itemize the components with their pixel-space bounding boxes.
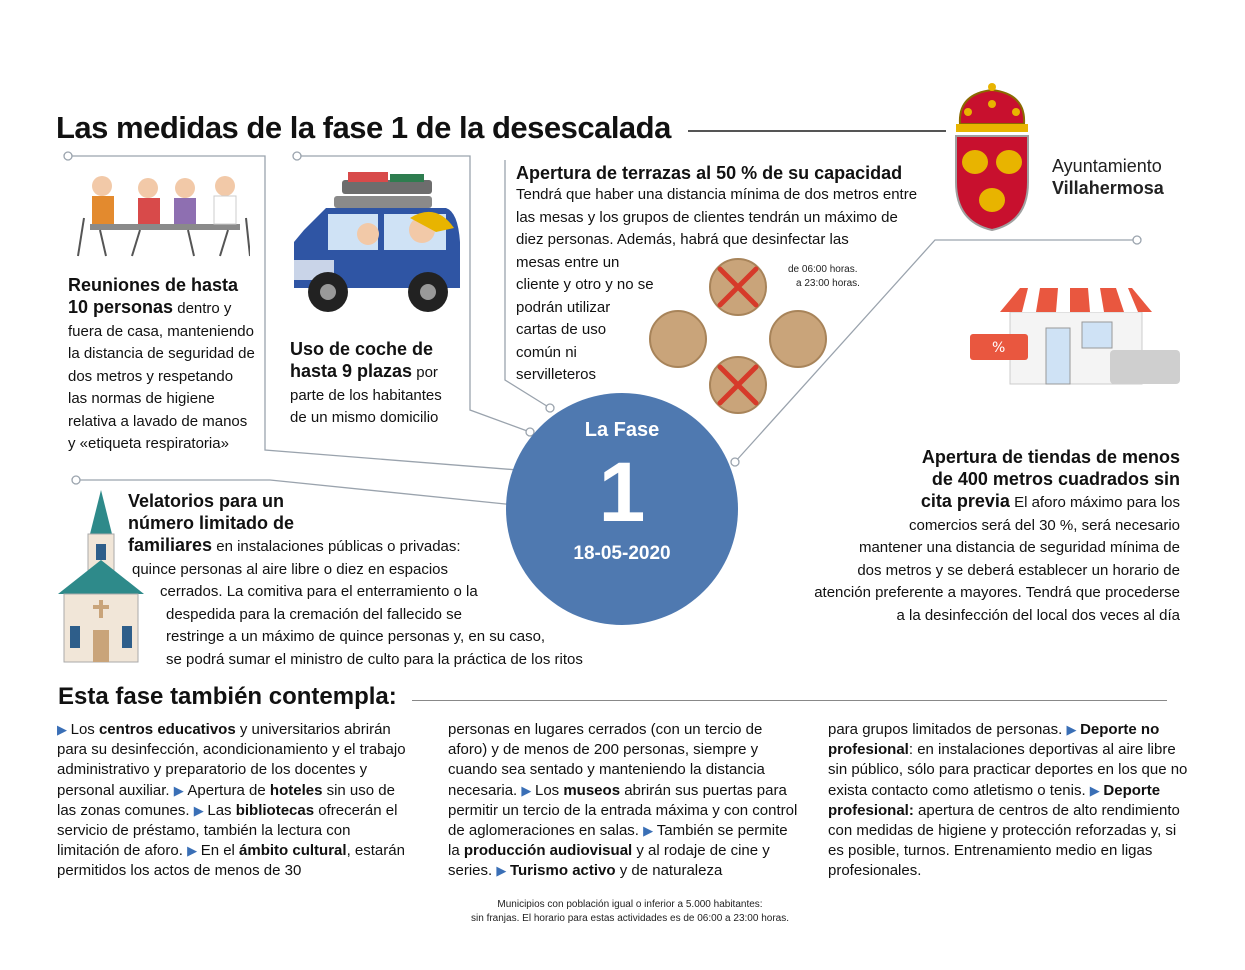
bullet-arrow-icon: ▶ [1066,722,1081,737]
reuniones-line: la distancia de seguridad de [68,345,255,362]
card-coche [290,338,480,430]
contempla-column-3 [828,720,1188,882]
tiendas-head1: Apertura de tiendas de menos [921,447,1180,467]
card-reuniones [68,274,268,456]
bullet-arrow-icon: ▶ [1089,782,1104,798]
contempla-text: También se permite la [448,822,788,860]
terrazas-line: servilleteros [516,366,597,383]
leader-dot [293,152,301,160]
contempla-text: y universitarios abrirán para su desinfección, acondicionamiento y el trabajo administrativo y preparatorio de los docentes y personal auxiliar. [57,721,406,799]
velatorios-head3: familiares [128,535,213,555]
terrazas-line: podrán utilizar [516,298,611,316]
reuniones-line: y «etiqueta respiratoria» [68,435,229,452]
terrazas-line: común ni [516,343,577,361]
contempla-text: Apertura de [187,781,270,799]
velatorios-line: cerrados. La comitiva para el enterramiento o la [160,583,478,600]
contempla-text: Las [207,801,236,819]
bullet-arrow-icon: ▶ [643,823,657,839]
section-title: Esta fase también contempla: [58,683,397,710]
leader-dot [72,476,80,484]
tiendas-line: mantener una distancia de seguridad mínima de [858,539,1180,556]
contempla-text: sin uso de las zonas comunes. [57,781,395,819]
tiendas-line: atención preferente a mayores. Tendrá que procederse [814,584,1180,601]
org-line1: Ayuntamiento [1052,156,1162,176]
contempla-text: ámbito cultural [239,842,347,860]
coche-head2: hasta 9 plazas [290,361,413,381]
contempla-text: y al rodaje de cine y series. [448,842,770,880]
bullet-arrow-icon: ▶ [496,863,510,879]
terrazas-line: las mesas y los grupos de clientes tendrán un máximo de [516,208,898,226]
tiendas-head2: de 400 metros cuadrados sin [931,469,1180,489]
footnote-line1: Municipios con población igual o inferior a 5.000 habitantes: [497,899,763,910]
contempla-text: En el [200,842,240,860]
contempla-text: ofrecerán el servicio de préstamo, también la lectura con limitación de aforo. [57,801,398,860]
title-divider [688,130,946,132]
contempla-text: producción audiovisual [463,842,633,860]
terrazas-line: cartas de uso [516,321,607,338]
reuniones-head: Reuniones de hasta [68,275,239,295]
reuniones-line: fuera de casa, manteniendo [68,322,254,340]
reuniones-line: relativa a lavado de manos [68,412,248,430]
tiendas-line: dos metros y se deberá establecer un horario de [857,561,1180,579]
contempla-text: museos [563,781,621,799]
people-at-table-icon [70,168,250,260]
contempla-text: Los [70,721,99,738]
contempla-text: Los [534,781,564,799]
velatorios-line: restringe a un máximo de quince personas y, en su caso, [166,628,546,645]
org-name [1052,155,1164,199]
card-tiendas [780,446,1180,627]
leader-dot [546,404,554,412]
contempla-text: centros educativos [98,721,236,738]
contempla-text: Deporte profesional: [828,781,1161,819]
terrazas-line: mesas entre un [516,253,620,271]
reuniones-line: las normas de higiene [68,390,215,407]
contempla-text: hoteles [269,781,323,799]
contempla-text: y de naturaleza [615,862,723,880]
reuniones-line: dos metros y respetando [68,367,234,385]
page-title: Las medidas de la fase 1 de la desescalada [56,110,671,145]
velatorios-text1: en instalaciones públicas o privadas: [212,538,461,555]
contempla-text: , estarán permitidos los actos de menos de 30 [57,842,405,880]
contempla-text: para grupos limitados de personas. [828,721,1067,738]
footnote [420,898,840,926]
tiendas-head3: cita previa [920,491,1010,511]
reuniones-head2: 10 personas [68,297,174,317]
phase-label: La Fase [584,419,660,441]
coche-head: Uso de coche de [290,339,434,359]
terrazas-line: cliente y otro y no se [516,276,654,293]
org-line2: Villahermosa [1052,178,1164,198]
section-divider [412,700,1167,701]
coat-of-arms-icon [948,82,1036,232]
contempla-column-1 [57,720,417,882]
terrazas-hours2: a 23:00 horas. [796,278,860,289]
bullet-arrow-icon: ▶ [173,782,188,798]
velatorios-line: despedida para la cremación del fallecido se [166,605,463,623]
contempla-text: personas en lugares cerrados (con un tercio de aforo) y de menos de 200 personas, siempre y cuando sea sentado y manteniendo la distancia necesaria. [448,721,765,799]
velatorios-head2: número limitado de [128,513,295,533]
bullet-arrow-icon: ▶ [57,722,71,737]
terrazas-hours1: de 06:00 horas. [788,264,858,275]
contempla-text: : en instalaciones deportivas al aire libre sin público, sólo para practicar deportes en los que no exista contacto como atletismo o tenis. [828,741,1188,799]
contempla-text: Deporte no profesional [828,721,1160,759]
bullet-arrow-icon: ▶ [187,843,201,859]
reuniones-text1: dentro y [173,300,232,317]
velatorios-line: quince personas al aire libre o diez en espacios [132,560,449,578]
bullet-arrow-icon: ▶ [193,802,208,818]
coche-line: parte de los habitantes [290,386,442,404]
footnote-line2: sin franjas. El horario para estas actividades es de 06:00 a 23:00 horas. [471,913,789,924]
tables-icon [648,255,828,415]
bullet-arrow-icon: ▶ [521,782,535,798]
shop-icon [970,282,1186,392]
contempla-text: apertura de centros de alto rendimiento con medidas de higiene y protección reforzadas y, si es posible, turnos. Entrenamiento medio en ligas profesionales. [828,801,1180,880]
tiendas-line: comercios será del 30 %, será necesario [909,516,1180,534]
velatorios-line: se podrá sumar el ministro de culto para la práctica de los ritos [166,650,583,668]
contempla-text: abrirán sus puertas para permitir un tercio de la entrada máxima y con control de aglomeraciones en salas. [448,781,798,840]
svg-text:%: % [992,340,1006,356]
coche-line: de un mismo domicilio [290,409,439,426]
car-icon [286,172,470,324]
velatorios-head1: Velatorios para un [128,491,285,511]
contempla-text: Turismo activo [509,862,616,880]
contempla-column-2 [448,720,803,882]
card-velatorios [128,490,608,671]
terrazas-head: Apertura de terrazas al 50 % de su capacidad [516,163,903,183]
coche-text1: por [412,364,438,381]
contempla-text: bibliotecas [235,801,315,819]
terrazas-line: diez personas. Además, habrá que desinfectar las [516,231,849,248]
tiendas-line: a la desinfección del local dos veces al día [896,606,1180,624]
phase-number: 1 [598,445,646,539]
phase-date: 18-05-2020 [573,543,671,564]
tiendas-text1: El aforo máximo para los [1009,494,1180,511]
leader-dot [64,152,72,160]
terrazas-line: Tendrá que haber una distancia mínima de dos metros entre [516,186,918,203]
leader-dot [1133,236,1141,244]
